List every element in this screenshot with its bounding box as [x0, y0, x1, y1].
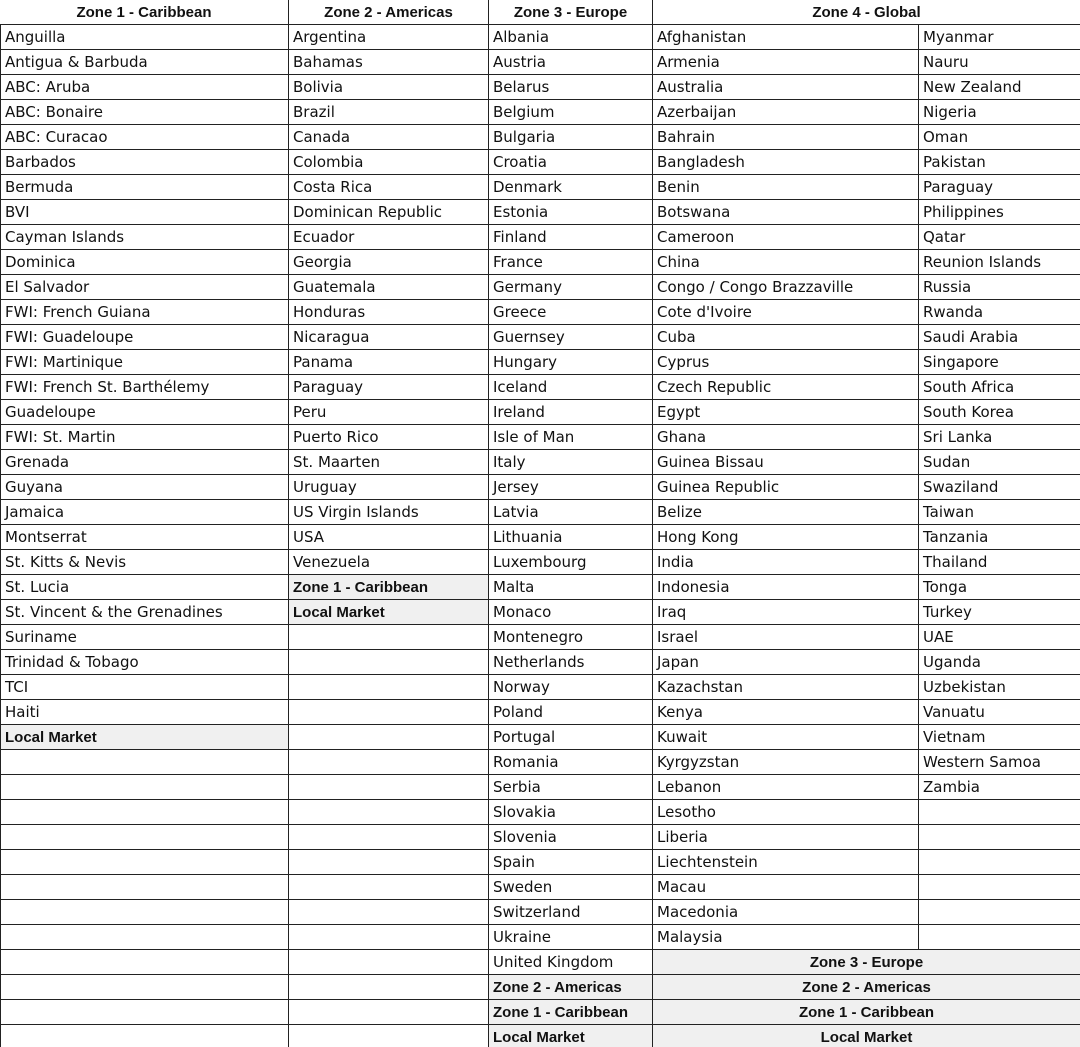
zone2-empty-cell[interactable]: [288, 650, 489, 675]
zone2-country-cell[interactable]: Georgia: [288, 250, 489, 275]
zone4-col1-country-cell[interactable]: Cyprus: [652, 350, 919, 375]
zone4-col1-country-cell[interactable]: Belize: [652, 500, 919, 525]
zone2-empty-cell[interactable]: [288, 950, 489, 975]
zone3-fallback-zone-cell[interactable]: Local Market: [488, 1025, 653, 1047]
zone4-col2-country-cell[interactable]: Qatar: [918, 225, 1080, 250]
zone3-country-cell[interactable]: Latvia: [488, 500, 653, 525]
zone2-country-cell[interactable]: Uruguay: [288, 475, 489, 500]
zone1-empty-cell[interactable]: [0, 975, 289, 1000]
zone4-col1-country-cell[interactable]: Kyrgyzstan: [652, 750, 919, 775]
zone3-country-cell[interactable]: Austria: [488, 50, 653, 75]
zone3-country-cell[interactable]: Malta: [488, 575, 653, 600]
zone4-col1-country-cell[interactable]: Malaysia: [652, 925, 919, 950]
zone4-col2-country-cell[interactable]: Tanzania: [918, 525, 1080, 550]
zone4-fallback-zone-cell[interactable]: Zone 3 - Europe: [652, 950, 1080, 975]
zone2-empty-cell[interactable]: [288, 750, 489, 775]
zone1-country-cell[interactable]: Guyana: [0, 475, 289, 500]
zone2-empty-cell[interactable]: [288, 625, 489, 650]
zone4-col2-country-cell[interactable]: Rwanda: [918, 300, 1080, 325]
zone1-country-cell[interactable]: Trinidad & Tobago: [0, 650, 289, 675]
zone3-country-cell[interactable]: Montenegro: [488, 625, 653, 650]
zone1-country-cell[interactable]: BVI: [0, 200, 289, 225]
zone4-col2-country-cell[interactable]: Russia: [918, 275, 1080, 300]
zone3-fallback-zone-cell[interactable]: Zone 2 - Americas: [488, 975, 653, 1000]
zone1-empty-cell[interactable]: [0, 950, 289, 975]
zone3-country-cell[interactable]: Poland: [488, 700, 653, 725]
zone4-col1-country-cell[interactable]: Egypt: [652, 400, 919, 425]
zone4-col2-country-cell[interactable]: Sudan: [918, 450, 1080, 475]
zone1-country-cell[interactable]: Bermuda: [0, 175, 289, 200]
zone2-country-cell[interactable]: Canada: [288, 125, 489, 150]
zone4-col2-empty-cell[interactable]: [918, 900, 1080, 925]
zone4-col1-country-cell[interactable]: Armenia: [652, 50, 919, 75]
zone3-country-cell[interactable]: Guernsey: [488, 325, 653, 350]
zone2-country-cell[interactable]: Costa Rica: [288, 175, 489, 200]
zone3-country-cell[interactable]: Romania: [488, 750, 653, 775]
zone4-col2-country-cell[interactable]: Nigeria: [918, 100, 1080, 125]
zone1-empty-cell[interactable]: [0, 875, 289, 900]
zone2-empty-cell[interactable]: [288, 700, 489, 725]
zone2-country-cell[interactable]: Bolivia: [288, 75, 489, 100]
zone4-col2-country-cell[interactable]: Thailand: [918, 550, 1080, 575]
zone4-col1-country-cell[interactable]: Hong Kong: [652, 525, 919, 550]
zone1-country-cell[interactable]: El Salvador: [0, 275, 289, 300]
zone3-country-cell[interactable]: Belarus: [488, 75, 653, 100]
zone2-country-cell[interactable]: Argentina: [288, 25, 489, 50]
zone2-empty-cell[interactable]: [288, 900, 489, 925]
zone1-country-cell[interactable]: Antigua & Barbuda: [0, 50, 289, 75]
zone4-fallback-zone-cell[interactable]: Zone 2 - Americas: [652, 975, 1080, 1000]
zone2-empty-cell[interactable]: [288, 775, 489, 800]
zone4-fallback-zone-cell[interactable]: Local Market: [652, 1025, 1080, 1047]
zone2-country-cell[interactable]: US Virgin Islands: [288, 500, 489, 525]
zone2-fallback-zone-cell[interactable]: Local Market: [288, 600, 489, 625]
zone4-col2-empty-cell[interactable]: [918, 800, 1080, 825]
zone4-col2-country-cell[interactable]: Turkey: [918, 600, 1080, 625]
zone2-country-cell[interactable]: Brazil: [288, 100, 489, 125]
zone3-header: Zone 3 - Europe: [488, 0, 653, 25]
zone2-country-cell[interactable]: Peru: [288, 400, 489, 425]
zone3-country-cell[interactable]: Estonia: [488, 200, 653, 225]
zone2-country-cell[interactable]: Nicaragua: [288, 325, 489, 350]
zone1-country-cell[interactable]: Montserrat: [0, 525, 289, 550]
zone3-country-cell[interactable]: Slovakia: [488, 800, 653, 825]
zone1-country-cell[interactable]: FWI: St. Martin: [0, 425, 289, 450]
zone2-country-cell[interactable]: Bahamas: [288, 50, 489, 75]
zone4-col1-country-cell[interactable]: Liechtenstein: [652, 850, 919, 875]
zone1-empty-cell[interactable]: [0, 1000, 289, 1025]
zone2-empty-cell[interactable]: [288, 875, 489, 900]
zone1-empty-cell[interactable]: [0, 900, 289, 925]
zone4-col2-empty-cell[interactable]: [918, 925, 1080, 950]
zone2-empty-cell[interactable]: [288, 975, 489, 1000]
zone4-col1-country-cell[interactable]: Afghanistan: [652, 25, 919, 50]
zone4-col1-country-cell[interactable]: Israel: [652, 625, 919, 650]
zone1-empty-cell[interactable]: [0, 800, 289, 825]
zone4-col1-country-cell[interactable]: Congo / Congo Brazzaville: [652, 275, 919, 300]
zone1-country-cell[interactable]: Suriname: [0, 625, 289, 650]
zone4-col2-country-cell[interactable]: South Korea: [918, 400, 1080, 425]
zone2-country-cell[interactable]: USA: [288, 525, 489, 550]
zone4-fallback-zone-cell[interactable]: Zone 1 - Caribbean: [652, 1000, 1080, 1025]
zone3-country-cell[interactable]: Germany: [488, 275, 653, 300]
zone4-col2-country-cell[interactable]: Uganda: [918, 650, 1080, 675]
zone1-country-cell[interactable]: Guadeloupe: [0, 400, 289, 425]
zone2-empty-cell[interactable]: [288, 850, 489, 875]
zone4-col2-empty-cell[interactable]: [918, 875, 1080, 900]
zone2-country-cell[interactable]: Paraguay: [288, 375, 489, 400]
zone3-country-cell[interactable]: Albania: [488, 25, 653, 50]
zone4-col2-empty-cell[interactable]: [918, 850, 1080, 875]
zone3-country-cell[interactable]: Netherlands: [488, 650, 653, 675]
zone4-col1-country-cell[interactable]: Ghana: [652, 425, 919, 450]
zone4-col2-country-cell[interactable]: Philippines: [918, 200, 1080, 225]
zone3-country-cell[interactable]: Monaco: [488, 600, 653, 625]
zone3-country-cell[interactable]: Croatia: [488, 150, 653, 175]
zone4-col1-country-cell[interactable]: Iraq: [652, 600, 919, 625]
zone2-empty-cell[interactable]: [288, 1025, 489, 1047]
zone4-col1-country-cell[interactable]: Kazachstan: [652, 675, 919, 700]
zone4-col2-country-cell[interactable]: South Africa: [918, 375, 1080, 400]
zone4-col2-country-cell[interactable]: Sri Lanka: [918, 425, 1080, 450]
zone3-country-cell[interactable]: Isle of Man: [488, 425, 653, 450]
zone3-country-cell[interactable]: Bulgaria: [488, 125, 653, 150]
zone2-empty-cell[interactable]: [288, 925, 489, 950]
zone3-country-cell[interactable]: Spain: [488, 850, 653, 875]
zone4-col2-country-cell[interactable]: UAE: [918, 625, 1080, 650]
zone1-country-cell[interactable]: Grenada: [0, 450, 289, 475]
zone3-country-cell[interactable]: Belgium: [488, 100, 653, 125]
zone4-col1-country-cell[interactable]: Cameroon: [652, 225, 919, 250]
zone4-col2-country-cell[interactable]: Myanmar: [918, 25, 1080, 50]
zone4-col1-country-cell[interactable]: Bangladesh: [652, 150, 919, 175]
zone4-col2-country-cell[interactable]: Nauru: [918, 50, 1080, 75]
zone3-country-cell[interactable]: Finland: [488, 225, 653, 250]
zone4-col2-country-cell[interactable]: Uzbekistan: [918, 675, 1080, 700]
zone1-country-cell[interactable]: FWI: French St. Barthélemy: [0, 375, 289, 400]
zone3-country-cell[interactable]: Denmark: [488, 175, 653, 200]
zone1-country-cell[interactable]: Cayman Islands: [0, 225, 289, 250]
zone1-country-cell[interactable]: Barbados: [0, 150, 289, 175]
zone4-col1-country-cell[interactable]: Lesotho: [652, 800, 919, 825]
zone1-country-cell[interactable]: FWI: Guadeloupe: [0, 325, 289, 350]
zone2-header: Zone 2 - Americas: [288, 0, 489, 25]
zone3-country-cell[interactable]: Serbia: [488, 775, 653, 800]
zone4-col1-country-cell[interactable]: Botswana: [652, 200, 919, 225]
zone4-col1-country-cell[interactable]: Cuba: [652, 325, 919, 350]
zone4-col2-country-cell[interactable]: Paraguay: [918, 175, 1080, 200]
zone4-col1-country-cell[interactable]: Kuwait: [652, 725, 919, 750]
zone3-country-cell[interactable]: Lithuania: [488, 525, 653, 550]
zone4-header: Zone 4 - Global: [652, 0, 1080, 25]
zone4-col1-country-cell[interactable]: Czech Republic: [652, 375, 919, 400]
zone2-country-cell[interactable]: Dominican Republic: [288, 200, 489, 225]
zone3-country-cell[interactable]: Iceland: [488, 375, 653, 400]
zone1-country-cell[interactable]: Haiti: [0, 700, 289, 725]
zone3-country-cell[interactable]: France: [488, 250, 653, 275]
zone4-col1-country-cell[interactable]: Macedonia: [652, 900, 919, 925]
zone1-country-cell[interactable]: Anguilla: [0, 25, 289, 50]
zone1-country-cell[interactable]: ABC: Bonaire: [0, 100, 289, 125]
zone2-country-cell[interactable]: Puerto Rico: [288, 425, 489, 450]
zone4-col2-country-cell[interactable]: Saudi Arabia: [918, 325, 1080, 350]
zone4-col1-country-cell[interactable]: India: [652, 550, 919, 575]
zone3-country-cell[interactable]: Switzerland: [488, 900, 653, 925]
zone4-col1-country-cell[interactable]: Indonesia: [652, 575, 919, 600]
zone1-country-cell[interactable]: ABC: Curacao: [0, 125, 289, 150]
zone2-country-cell[interactable]: St. Maarten: [288, 450, 489, 475]
zone2-country-cell[interactable]: Ecuador: [288, 225, 489, 250]
zone1-country-cell[interactable]: St. Kitts & Nevis: [0, 550, 289, 575]
zone3-country-cell[interactable]: Slovenia: [488, 825, 653, 850]
zone2-empty-cell[interactable]: [288, 675, 489, 700]
zone2-empty-cell[interactable]: [288, 1000, 489, 1025]
zone4-col1-country-cell[interactable]: Cote d'Ivoire: [652, 300, 919, 325]
zone1-empty-cell[interactable]: [0, 825, 289, 850]
zone3-country-cell[interactable]: Sweden: [488, 875, 653, 900]
zone4-col2-country-cell[interactable]: Oman: [918, 125, 1080, 150]
zone4-col1-country-cell[interactable]: China: [652, 250, 919, 275]
zone4-col1-country-cell[interactable]: Lebanon: [652, 775, 919, 800]
zone4-col1-country-cell[interactable]: Guinea Bissau: [652, 450, 919, 475]
zone2-country-cell[interactable]: Guatemala: [288, 275, 489, 300]
zone4-col1-country-cell[interactable]: Bahrain: [652, 125, 919, 150]
zone4-col1-country-cell[interactable]: Liberia: [652, 825, 919, 850]
zone1-empty-cell[interactable]: [0, 925, 289, 950]
zone3-fallback-zone-cell[interactable]: Zone 1 - Caribbean: [488, 1000, 653, 1025]
zone1-empty-cell[interactable]: [0, 1025, 289, 1047]
zone4-col2-country-cell[interactable]: Swaziland: [918, 475, 1080, 500]
zone4-col2-country-cell[interactable]: Pakistan: [918, 150, 1080, 175]
zone2-fallback-zone-cell[interactable]: Zone 1 - Caribbean: [288, 575, 489, 600]
zone1-country-cell[interactable]: FWI: Martinique: [0, 350, 289, 375]
zone4-col1-country-cell[interactable]: Benin: [652, 175, 919, 200]
zone4-col1-country-cell[interactable]: Australia: [652, 75, 919, 100]
zone1-country-cell[interactable]: Dominica: [0, 250, 289, 275]
zone4-col2-country-cell[interactable]: Vanuatu: [918, 700, 1080, 725]
zone4-col2-empty-cell[interactable]: [918, 825, 1080, 850]
zone3-country-cell[interactable]: United Kingdom: [488, 950, 653, 975]
zone2-country-cell[interactable]: Venezuela: [288, 550, 489, 575]
zone3-country-cell[interactable]: Italy: [488, 450, 653, 475]
zone4-col2-country-cell[interactable]: Reunion Islands: [918, 250, 1080, 275]
zone1-empty-cell[interactable]: [0, 750, 289, 775]
zone1-empty-cell[interactable]: [0, 775, 289, 800]
zone1-country-cell[interactable]: FWI: French Guiana: [0, 300, 289, 325]
zone4-col1-country-cell[interactable]: Guinea Republic: [652, 475, 919, 500]
zone3-country-cell[interactable]: Ireland: [488, 400, 653, 425]
zone4-col2-country-cell[interactable]: Tonga: [918, 575, 1080, 600]
zone3-country-cell[interactable]: Greece: [488, 300, 653, 325]
zone4-col1-country-cell[interactable]: Kenya: [652, 700, 919, 725]
zone2-empty-cell[interactable]: [288, 800, 489, 825]
zone4-col2-country-cell[interactable]: Vietnam: [918, 725, 1080, 750]
zone4-col2-country-cell[interactable]: Western Samoa: [918, 750, 1080, 775]
zone4-col1-country-cell[interactable]: Macau: [652, 875, 919, 900]
zone4-col2-country-cell[interactable]: Zambia: [918, 775, 1080, 800]
zone1-country-cell[interactable]: Jamaica: [0, 500, 289, 525]
zone2-country-cell[interactable]: Honduras: [288, 300, 489, 325]
zone2-country-cell[interactable]: Colombia: [288, 150, 489, 175]
zone4-col2-country-cell[interactable]: Singapore: [918, 350, 1080, 375]
zone2-empty-cell[interactable]: [288, 825, 489, 850]
zone1-fallback-zone-cell[interactable]: Local Market: [0, 725, 289, 750]
zone4-col1-country-cell[interactable]: Azerbaijan: [652, 100, 919, 125]
zone1-empty-cell[interactable]: [0, 850, 289, 875]
zone3-country-cell[interactable]: Hungary: [488, 350, 653, 375]
zone1-country-cell[interactable]: ABC: Aruba: [0, 75, 289, 100]
zone3-country-cell[interactable]: Luxembourg: [488, 550, 653, 575]
zone1-country-cell[interactable]: TCI: [0, 675, 289, 700]
zone3-country-cell[interactable]: Portugal: [488, 725, 653, 750]
zone1-header: Zone 1 - Caribbean: [0, 0, 289, 25]
zone4-col2-country-cell[interactable]: Taiwan: [918, 500, 1080, 525]
zone2-empty-cell[interactable]: [288, 725, 489, 750]
zone1-country-cell[interactable]: St. Vincent & the Grenadines: [0, 600, 289, 625]
zone3-country-cell[interactable]: Norway: [488, 675, 653, 700]
zone4-col1-country-cell[interactable]: Japan: [652, 650, 919, 675]
zone3-country-cell[interactable]: Ukraine: [488, 925, 653, 950]
zone2-country-cell[interactable]: Panama: [288, 350, 489, 375]
zone3-country-cell[interactable]: Jersey: [488, 475, 653, 500]
zone4-col2-country-cell[interactable]: New Zealand: [918, 75, 1080, 100]
zone1-country-cell[interactable]: St. Lucia: [0, 575, 289, 600]
